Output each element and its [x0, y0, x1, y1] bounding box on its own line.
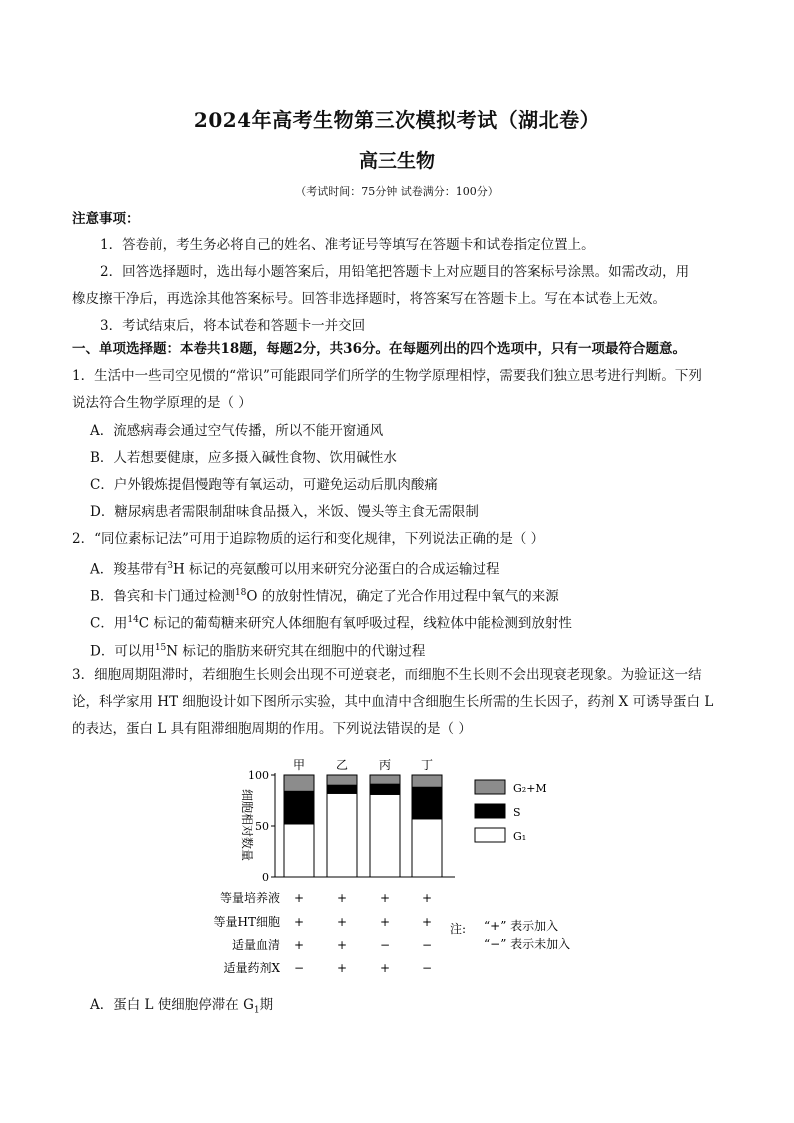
condition-label: 等量HT细胞: [213, 915, 280, 929]
bar-segment: [370, 784, 400, 794]
condition-mark: +: [379, 891, 391, 905]
notice-item-1: 1．答卷前，考生务必将自己的姓名、准考证号等填写在答题卡和试卷指定位置上。: [100, 237, 595, 253]
notice-heading: 注意事项：: [72, 211, 140, 227]
condition-label: 适量血清: [231, 938, 280, 952]
q1-option-b: B．人若想要健康，应多摄入碱性食物、饮用碱性水: [90, 450, 397, 466]
condition-label: 适量药剂X: [223, 961, 280, 975]
condition-mark: +: [421, 915, 433, 929]
bar-segment: [284, 775, 314, 791]
condition-label: 等量培养液: [219, 891, 280, 905]
y-tick-label: 0: [262, 871, 269, 884]
legend-swatch: [475, 804, 505, 818]
bar-segment: [284, 824, 314, 877]
note-label: 注:: [450, 922, 467, 936]
q2-option-b: B．鲁宾和卡门通过检测$^{18}$O 的放射性情况，确定了光合作用过程中氧气的来源: [90, 588, 559, 605]
q3-option-a: A．蛋白 L 使细胞停滞在 $G_1$期: [90, 997, 274, 1016]
q1-stem: 1．生活中一些司空见惯的“常识”可能跟同学们所学的生物学原理相悖，需要我们独立思考进行判断。下列: [72, 368, 702, 384]
cell-cycle-chart: [200, 755, 600, 990]
bar-segment: [284, 791, 314, 824]
bar-segment: [327, 785, 357, 793]
condition-mark: −: [379, 938, 391, 952]
bar-category-label: 甲: [292, 758, 306, 772]
section-heading: 一、单项选择题：本卷共18题，每题2分，共36分。在每题列出的四个选项中，只有一项最符合题意。: [72, 341, 686, 357]
condition-mark: +: [379, 915, 391, 929]
page-subtitle: 高三生物: [358, 150, 435, 172]
y-tick-label: 50: [255, 820, 269, 833]
condition-mark: +: [421, 891, 433, 905]
legend-label: G₁: [513, 830, 527, 843]
legend-label: S: [513, 806, 521, 819]
q3-stem-cont-2: 的表达，蛋白 L 具有阻滞细胞周期的作用。下列说法错误的是（ ）: [72, 721, 472, 737]
condition-mark: +: [336, 961, 348, 975]
note-minus: “−” 表示未加入: [484, 937, 571, 951]
exam-meta: （考试时间：75分钟 试卷满分：100分）: [295, 185, 499, 198]
q1-option-a: A．流感病毒会通过空气传播，所以不能开窗通风: [90, 423, 384, 439]
note-plus: “+” 表示加入: [484, 919, 559, 933]
bar-category-label: 丙: [378, 758, 392, 772]
page-title: 2024年高考生物第三次模拟考试（湖北卷）: [193, 108, 601, 132]
q3-stem-cont: 论，科学家用 HT 细胞设计如下图所示实验，其中血清中含细胞生长所需的生长因子，药剂 X 可诱导蛋白 L: [72, 694, 714, 710]
condition-mark: +: [293, 915, 305, 929]
condition-mark: −: [421, 938, 433, 952]
bar-segment: [412, 787, 442, 819]
bar-category-label: 丁: [420, 758, 434, 772]
q3-stem: 3．细胞周期阻滞时，若细胞生长则会出现不可逆衰老，而细胞不生长则不会出现衰老现象。为验证这一结: [72, 667, 702, 683]
q1-option-d: D．糖尿病患者需限制甜味食品摄入，米饭、馒头等主食无需限制: [90, 504, 479, 520]
notice-item-3: 3．考试结束后，将本试卷和答题卡一并交回: [100, 318, 366, 334]
q2-stem: 2．“同位素标记法”可用于追踪物质的运行和变化规律，下列说法正确的是（ ）: [72, 531, 545, 547]
y-tick-label: 100: [248, 769, 269, 782]
legend-swatch: [475, 828, 505, 842]
condition-mark: −: [293, 961, 305, 975]
notice-item-2-cont: 橡皮擦干净后，再选涂其他答案标号。回答非选择题时，将答案写在答题卡上。写在本试卷上无效。: [72, 291, 666, 307]
bar-category-label: 乙: [335, 758, 349, 772]
condition-mark: −: [421, 961, 433, 975]
q1-stem-cont: 说法符合生物学原理的是（ ）: [72, 395, 252, 411]
condition-mark: +: [336, 915, 348, 929]
bar-segment: [412, 819, 442, 877]
bar-segment: [370, 794, 400, 877]
condition-mark: +: [293, 891, 305, 905]
q2-option-c: C．用$^{14}$C 标记的葡萄糖来研究人体细胞有氧呼吸过程，线粒体中能检测到放射性: [90, 615, 572, 632]
q1-option-c: C．户外锻炼提倡慢跑等有氧运动，可避免运动后肌肉酸痛: [90, 477, 438, 493]
condition-mark: +: [336, 938, 348, 952]
condition-mark: +: [336, 891, 348, 905]
bar-segment: [327, 775, 357, 785]
bar-segment: [412, 775, 442, 787]
condition-mark: +: [379, 961, 391, 975]
q2-option-a: A．羧基带有$^3$H 标记的亮氨酸可以用来研究分泌蛋白的合成运输过程: [90, 561, 500, 578]
notice-item-2: 2．回答选择题时，选出每小题答案后，用铅笔把答题卡上对应题目的答案标号涂黑。如需改动，用: [100, 264, 690, 280]
condition-mark: +: [293, 938, 305, 952]
bar-segment: [370, 775, 400, 784]
bar-segment: [327, 793, 357, 877]
q2-option-d: D．可以用$^{15}$N 标记的脂肪来研究其在细胞中的代谢过程: [90, 643, 426, 660]
legend-swatch: [475, 780, 505, 794]
y-axis-title: 细胞相对数量: [240, 788, 254, 862]
legend-label: G₂+M: [513, 782, 547, 795]
